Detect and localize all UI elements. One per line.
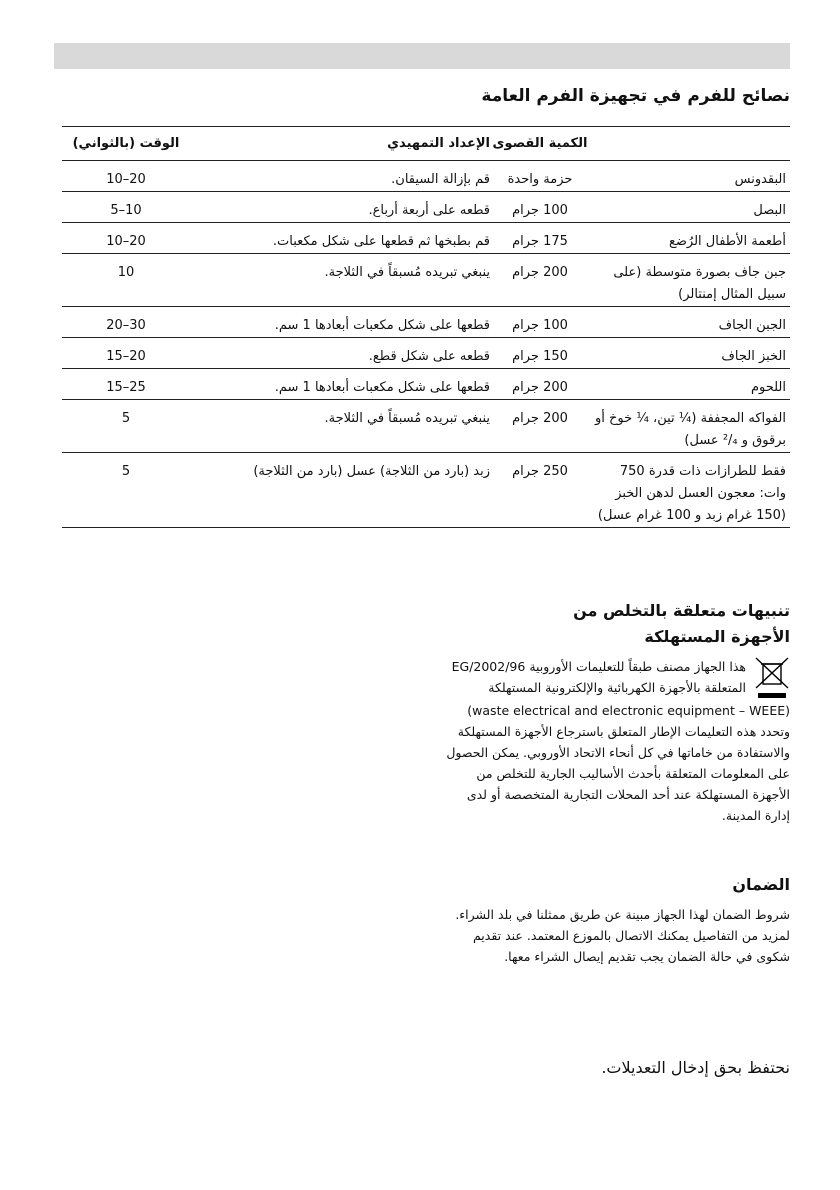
prep-cell: قم بطبخها ثم قطعها على شكل مكعبات. [272, 234, 490, 249]
table-row [62, 254, 790, 307]
prep-cell: ينبغي تبريده مُسبقاً في الثلاجة. [324, 411, 490, 426]
disposal-title-2: الأجهزة المستهلكة [644, 627, 790, 646]
crossed-bin-icon [754, 656, 790, 700]
col-time: الوقت (بالثواني) [72, 135, 180, 151]
warranty-section [440, 872, 790, 967]
food-cell: البقدونس [734, 172, 786, 187]
amount-cell: حزمة واحدة [507, 172, 573, 187]
prep-cell: قطعه على شكل قطع. [368, 349, 490, 364]
weee-block [440, 656, 790, 700]
table-row [62, 192, 790, 223]
disposal-title-1: تنبيهات متعلقة بالتخلص من [573, 601, 790, 620]
table-row [62, 400, 790, 453]
prep-cell: قطعها على شكل مكعبات أبعادها 1 سم. [274, 380, 490, 395]
table-row [62, 453, 790, 528]
header-bar [54, 43, 790, 69]
weee-en: (waste electrical and electronic equipment – WEEE) [467, 703, 790, 718]
time-cell: 10 [117, 265, 135, 280]
amount-cell: 200 جرام [512, 411, 568, 426]
time-cell: 10–20 [106, 172, 146, 187]
table-row [62, 307, 790, 338]
time-cell: 5 [121, 464, 131, 479]
food-cell: جبن جاف بصورة متوسطة (على سبيل المثال إمنتالر) [613, 265, 786, 302]
amount-cell: 200 جرام [512, 265, 568, 280]
warranty-body: شروط الضمان لهذا الجهاز مبينة عن طريق ممثلنا في بلد الشراء. لمزيد من التفاصيل يمكنك الاتصال بالموزع المعتمد. عند تقديم شكوى في حالة الضمان يجب تقديم إيصال الشراء معها. [455, 907, 790, 964]
prep-cell: ينبغي تبريده مُسبقاً في الثلاجة. [324, 265, 490, 280]
warranty-title: الضمان [732, 875, 790, 894]
prep-cell: قم بإزالة السيقان. [391, 172, 490, 187]
food-cell: اللحوم [750, 380, 786, 395]
food-cell: البصل [753, 203, 786, 218]
food-cell: الفواكه المجففة (¼ تين، ¼ خوخ أو برقوق و ²/₄ عسل) [595, 411, 786, 448]
time-cell: 20–30 [106, 318, 146, 333]
food-cell: فقط للطرازات ذات قدرة 750 وات: معجون العسل لدهن الخبز (150 غرام زبد و 100 غرام عسل) [597, 464, 786, 523]
disposal-body: وتحدد هذه التعليمات الإطار المتعلق باسترجاع الأجهزة المستهلكة والاستفادة من خاماتها في كل أنحاء الاتحاد الأوروبي. يمكن الحصول على المعلومات المتعلقة بأحدث الأساليب الجارية للتخلص من الأجهزة المستهلكة عند أحد المحلات التجارية المتخصصة أو لدى إدارة المدينة. [446, 724, 790, 823]
time-cell: 10–20 [106, 234, 146, 249]
table-header [62, 126, 790, 161]
time-cell: 5–10 [110, 203, 142, 218]
col-max-amount: الكمية القصوى [492, 135, 588, 151]
food-cell: أطعمة الأطفال الرُضع [668, 234, 786, 249]
table-row [62, 369, 790, 400]
amount-cell: 175 جرام [512, 234, 568, 249]
amount-cell: 100 جرام [512, 203, 568, 218]
disposal-section [440, 598, 790, 826]
col-prep: الإعداد التمهيدي [387, 135, 490, 151]
prep-cell: قطعها على شكل مكعبات أبعادها 1 سم. [274, 318, 490, 333]
prep-cell: قطعه على أربعة أرباع. [368, 203, 490, 218]
prep-cell: زبد (بارد من الثلاجة) عسل (بارد من الثلاجة) [253, 464, 490, 479]
time-cell: 15–25 [106, 380, 146, 395]
table-row [62, 338, 790, 369]
time-cell: 15–20 [106, 349, 146, 364]
page-title: نصائح للفرم في تجهيزة الفرم العامة [481, 86, 790, 106]
amount-cell: 200 جرام [512, 380, 568, 395]
chopping-table [62, 126, 790, 528]
amount-cell: 250 جرام [512, 464, 568, 479]
amount-cell: 150 جرام [512, 349, 568, 364]
food-cell: الخبز الجاف [721, 349, 786, 364]
table-row [62, 161, 790, 192]
food-cell: الجبن الجاف [718, 318, 786, 333]
time-cell: 5 [121, 411, 131, 426]
weee-text: هذا الجهاز مصنف طبقاً للتعليمات الأوروبية 2002/96/EG المتعلقة بالأجهزة الكهربائية والإلكترونية المستهلكة [451, 659, 746, 695]
table-body [62, 161, 790, 528]
footer-note: نحتفظ بحق إدخال التعديلات. [601, 1058, 790, 1077]
amount-cell: 100 جرام [512, 318, 568, 333]
table-row [62, 223, 790, 254]
